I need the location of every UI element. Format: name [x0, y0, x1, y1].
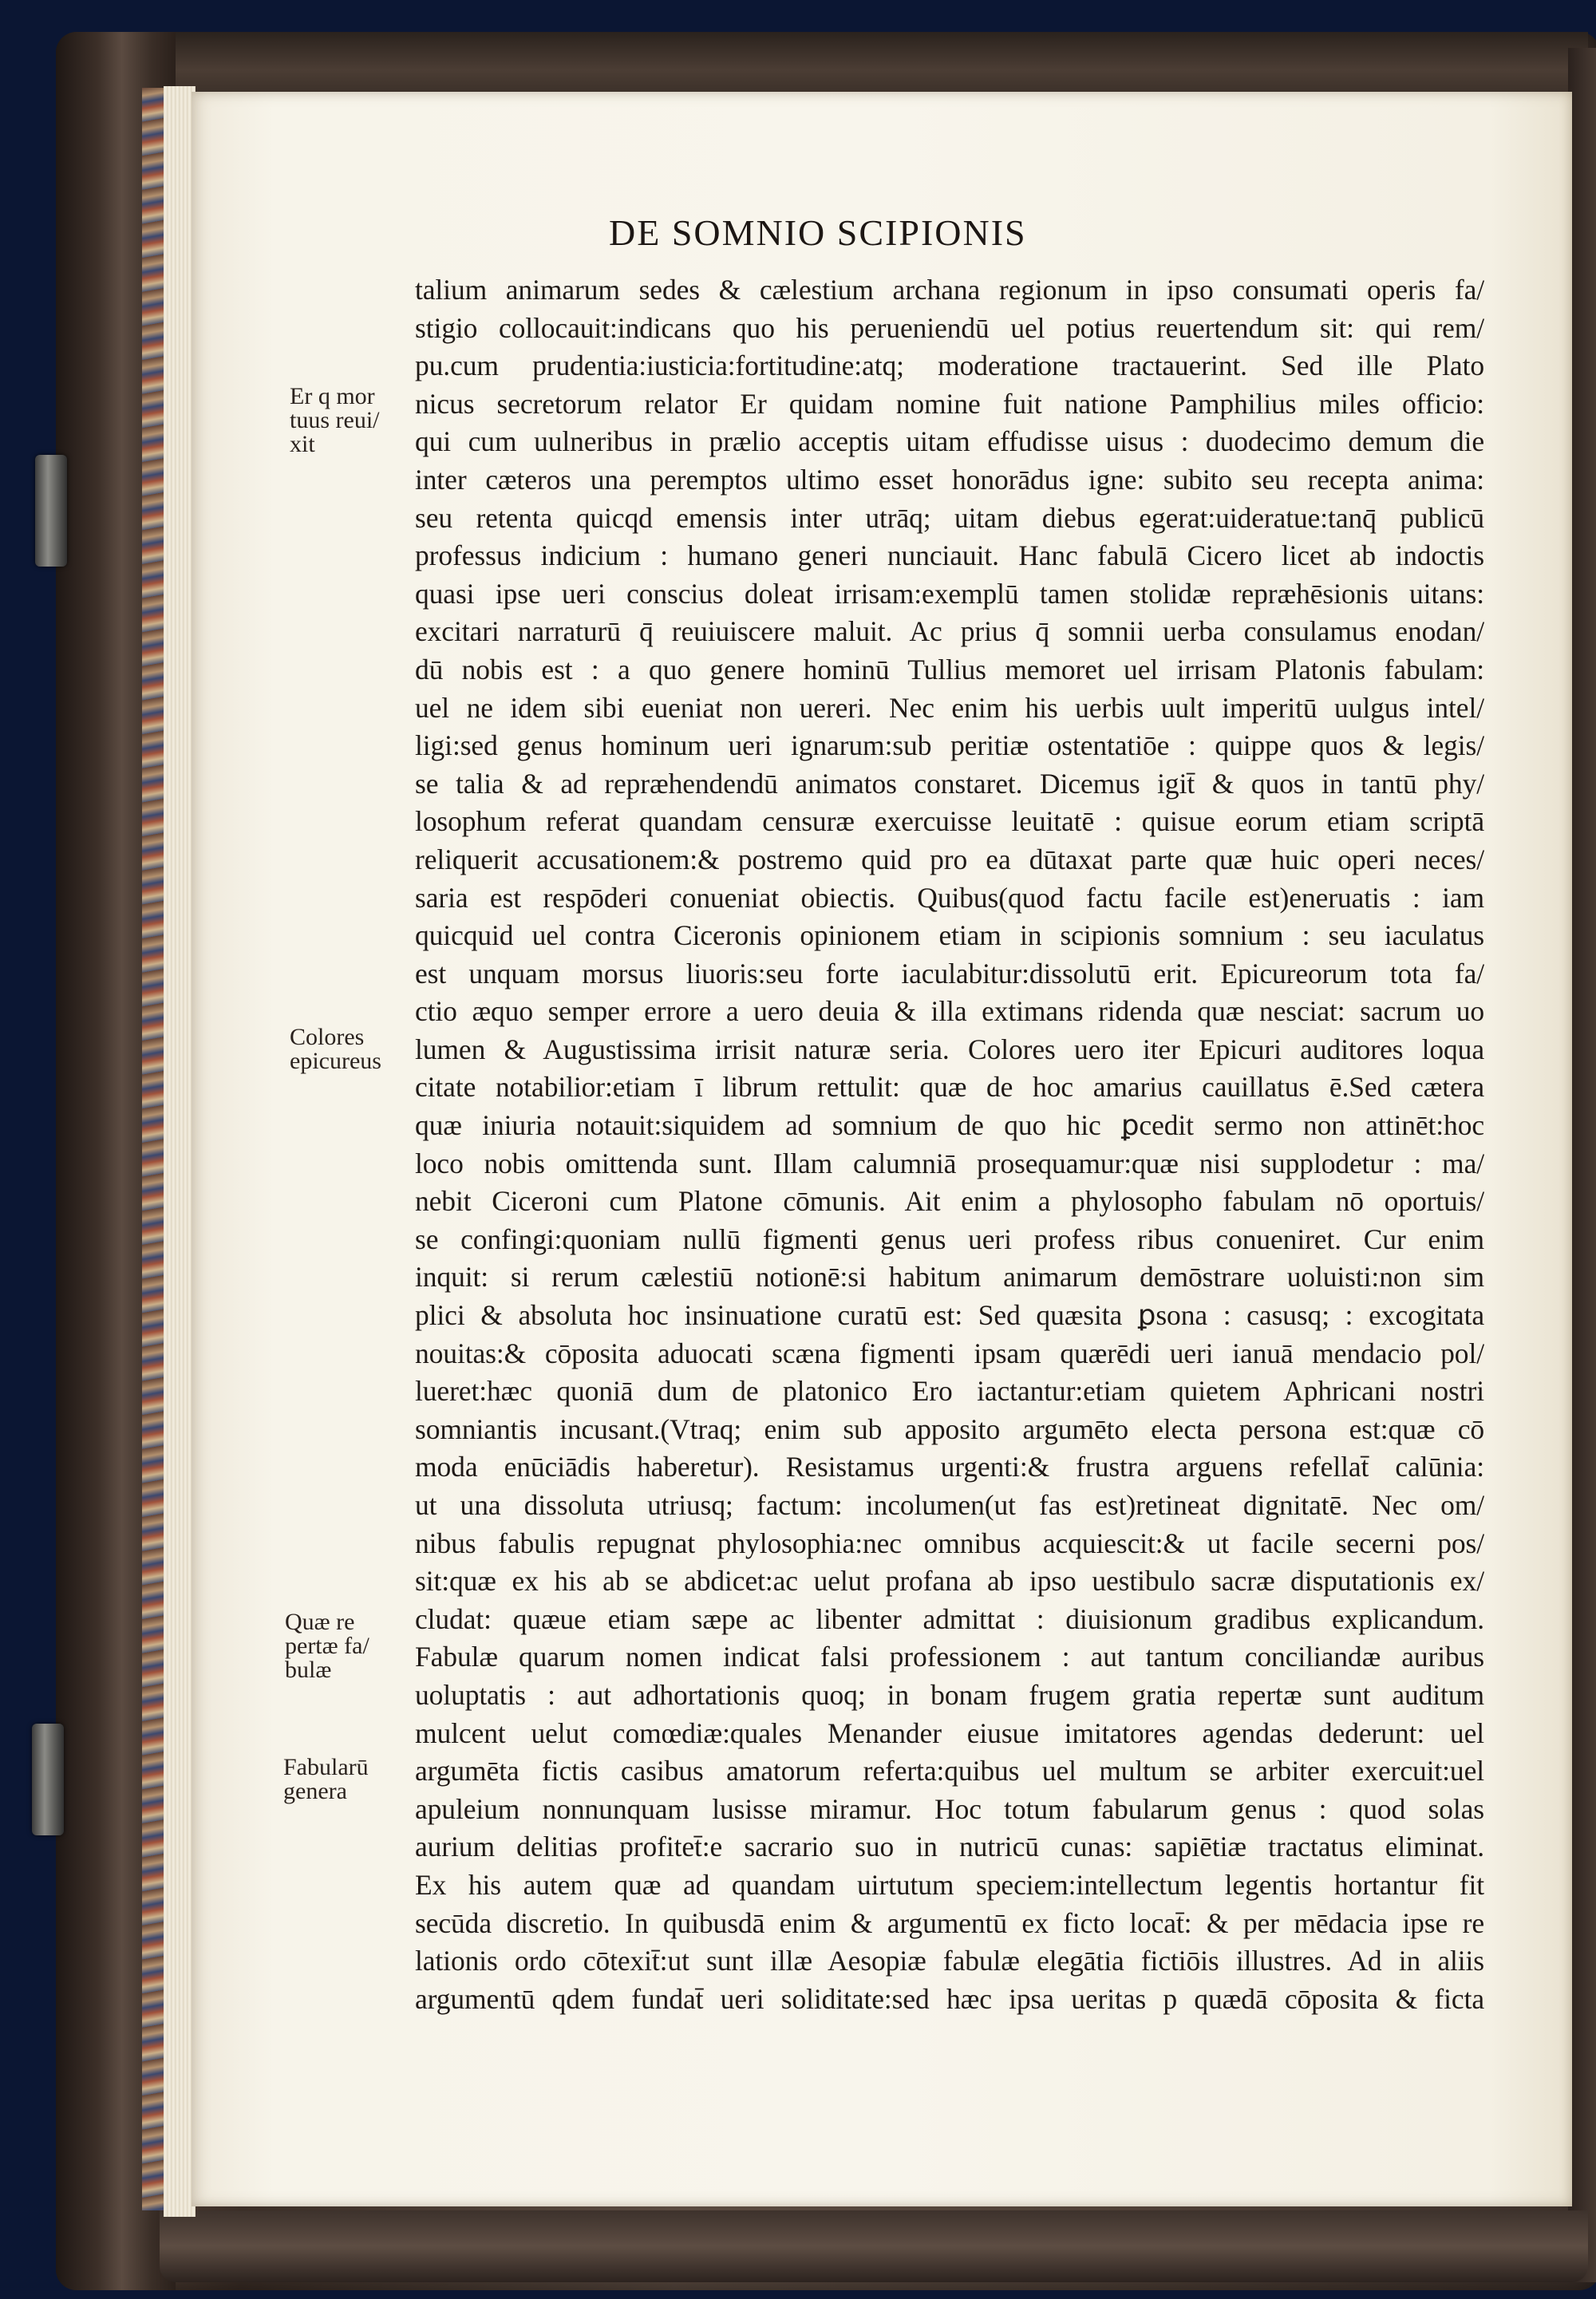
text-line: nibus fabulis repugnat phylosophia:nec omnibus acquiescit:& ut facile secerni pos/ — [415, 1527, 1484, 1559]
page-edges — [164, 86, 196, 2217]
text-line: argumēta fictis casibus amatorum referta:quibus uel multum se arbiter exercuit:uel — [415, 1755, 1484, 1787]
marginal-note-line: Er q mor — [290, 383, 375, 409]
text-line: quicquid uel contra Ciceronis opinionem etiam in scipionis somnium : seu iaculatus — [415, 919, 1484, 952]
text-line: apuleium nonnunquam lusisse miramur. Hoc totum fabularum genus : quod solas — [415, 1792, 1484, 1825]
text-line: uoluptatis : aut adhortationis quoq; in bonam frugem gratia repertæ sunt auditum — [415, 1678, 1484, 1711]
binding-bottom-edge — [160, 2210, 1588, 2282]
text-line: ut una dissoluta utriusq; factum: incolumen(ut fas est)retineat dignitatē. Nec om/ — [415, 1489, 1484, 1521]
text-line: se confingi:quoniam nullū figmenti genus ueri profess ribus conueniret. Cur enim — [415, 1223, 1484, 1255]
clasp-bottom-icon — [32, 1724, 64, 1835]
text-line: inter cæteros una peremptos ultimo esset honorādus igne: subito seu recepta anima: — [415, 463, 1484, 496]
text-line: Ex his autem quæ ad quandam uirtutum speciem:intellectum legentis hortantur fit — [415, 1868, 1484, 1901]
marginal-note — [290, 385, 380, 456]
text-line: qui cum uulneribus in prælio acceptis uitam effudisse uisus : duodecimo demum die — [415, 425, 1484, 458]
text-line: quæ iniuria notauit:siquidem ad somnium de quo hic ꝑcedit sermo non attinēt:hoc — [415, 1109, 1484, 1142]
marginal-note-line: Fabularū — [283, 1754, 369, 1780]
binding-top-edge — [160, 32, 1588, 96]
marginal-note-line: epicureus — [290, 1048, 381, 1074]
text-line: nouitas:& cōposita aduocati scæna figmenti ipsam quærēdi ueri ianuā mendacio pol/ — [415, 1337, 1484, 1369]
clasp-top-icon — [35, 455, 67, 567]
text-line: argumentū qdem fundat̄ ueri soliditate:sed hæc ipsa ueritas p quædā cōposita & ficta — [415, 1982, 1484, 2015]
text-line: lationis ordo cōtexit̄:ut sunt illæ Aesopiæ fabulæ elegātia fictiōis illustres. Ad in aliis — [415, 1945, 1484, 1977]
text-line: reliquerit accusationem:& postremo quid pro ea dūtaxat parte quæ huic operi neces/ — [415, 843, 1484, 875]
marginal-note-line: xit — [290, 431, 315, 457]
text-line: cludat: quæue etiam sæpe ac libenter admittat : diuisionum gradibus explicandum. — [415, 1602, 1484, 1635]
text-line: est unquam morsus liuoris:seu forte iaculabitur:dissolutū erit. Epicureorum tota fa/ — [415, 957, 1484, 990]
text-line: lueret:hæc quoniā dum de platonico Ero iactantur:etiam quietem Aphricani nostri — [415, 1375, 1484, 1408]
text-line: sit:quæ ex his ab se abdicet:ac uelut profana ab ipso uestibulo sacræ disputationis ex/ — [415, 1565, 1484, 1598]
marginal-note — [290, 1025, 381, 1073]
text-line: nebit Ciceroni cum Platone cōmunis. Ait enim a phylosopho fabulam nō oportuis/ — [415, 1185, 1484, 1218]
text-line: ligi:sed genus hominum ueri ignarum:sub peritiæ ostentatiōe : quippe quos & legis/ — [415, 729, 1484, 762]
marginal-note — [283, 1756, 369, 1803]
marginal-note-line: Quæ re — [285, 1609, 355, 1635]
text-line: professus indicium : humano generi nunciauit. Hanc fabulā Cicero licet ab indoctis — [415, 539, 1484, 572]
text-line: uel ne idem sibi eueniat non uereri. Nec enim his uerbis uult imperitū uulgus intel/ — [415, 691, 1484, 724]
running-head: DE SOMNIO SCIPIONIS — [609, 212, 1027, 253]
text-line: aurium delitias profitet̄:e sacrario suo in nutricū cunas: sapiētiæ tractatus eliminat. — [415, 1831, 1484, 1863]
marginal-note-line: bulæ — [285, 1657, 332, 1683]
marginal-note-line: tuus reui/ — [290, 407, 380, 433]
text-line: nicus secretorum relator Er quidam nomine fuit natione Pamphilius miles officio: — [415, 387, 1484, 420]
marginal-note-line: pertæ fa/ — [285, 1633, 369, 1659]
binding-right-edge — [1568, 48, 1596, 2282]
text-line: dū nobis est : a quo genere hominū Tullius memoret uel irrisam Platonis fabulam: — [415, 653, 1484, 685]
text-line: pu.cum prudentia:iusticia:fortitudine:atq; moderatione tractauerint. Sed ille Plato — [415, 350, 1484, 382]
text-line: plici & absoluta hoc insinuatione curatū est: Sed quæsita ꝑsona : casusq; : excogitata — [415, 1299, 1484, 1332]
text-line: secūda discretio. In quibusdā enim & argumentū ex ficto locat̄: & per mēdacia ipse re — [415, 1906, 1484, 1939]
text-line: excitari narraturū q̄ reuiuiscere maluit. Ac prius q̄ somnii uerba consulamus enodan/ — [415, 615, 1484, 648]
text-line: loco nobis omittenda sunt. Illam calumniā prosequamur:quæ nisi supplodetur : ma/ — [415, 1147, 1484, 1179]
body-text — [415, 271, 1484, 2018]
text-line: moda enūciādis haberetur). Resistamus urgenti:& frustra arguens refellat̄ calūnia: — [415, 1451, 1484, 1483]
text-line: losophum referat quandam censuræ exercuisse leuitatē : quisue eorum etiam scriptā — [415, 805, 1484, 838]
text-line: inquit: si rerum cælestiū notionē:si habitum animarum demōstrare uoluisti:non sim — [415, 1261, 1484, 1294]
marginal-note-line: genera — [283, 1778, 347, 1804]
text-line: lumen & Augustissima irrisit naturæ seria. Colores uero iter Epicuri auditores loqua — [415, 1033, 1484, 1065]
text-line: quasi ipse ueri conscius doleat irrisam:exemplū tamen stolidæ repræhēsionis uitans: — [415, 577, 1484, 610]
text-line: ctio æquo semper errore a uero deuia & illa extimans ridenda quæ nesciat: sacrum uo — [415, 995, 1484, 1028]
text-line: Fabulæ quarum nomen indicat falsi professionem : aut tantum conciliandæ auribus — [415, 1641, 1484, 1673]
text-line: saria est respōderi conueniat obiectis. Quibus(quod factu facile est)eneruatis : iam — [415, 881, 1484, 914]
text-line: stigio collocauit:indicans quo his perueniendū uel potius reuertendum sit: qui rem/ — [415, 311, 1484, 344]
marginal-note — [285, 1610, 369, 1682]
text-line: citate notabilior:etiam ī librum rettulit: quæ de hoc amarius cauillatus ē.Sed cætera — [415, 1071, 1484, 1104]
text-line: seu retenta quicqd emensis inter utrāq; uitam diebus egerat:uideratue:tanq̄ publicū — [415, 501, 1484, 534]
text-line: se talia & ad repræhendendū animatos constaret. Dicemus igit̄ & quos in tantū phy/ — [415, 767, 1484, 800]
text-line: talium animarum sedes & cælestium archana regionum in ipso consumati operis fa/ — [415, 274, 1484, 306]
text-line: mulcent uelut comœdiæ:quales Menander eiusue imitatores agendas dederunt: uel — [415, 1716, 1484, 1749]
text-line: somniantis incusant.(Vtraq; enim sub apposito argumēto electa persona est:quæ cō — [415, 1412, 1484, 1445]
marginal-note-line: Colores — [290, 1024, 365, 1050]
